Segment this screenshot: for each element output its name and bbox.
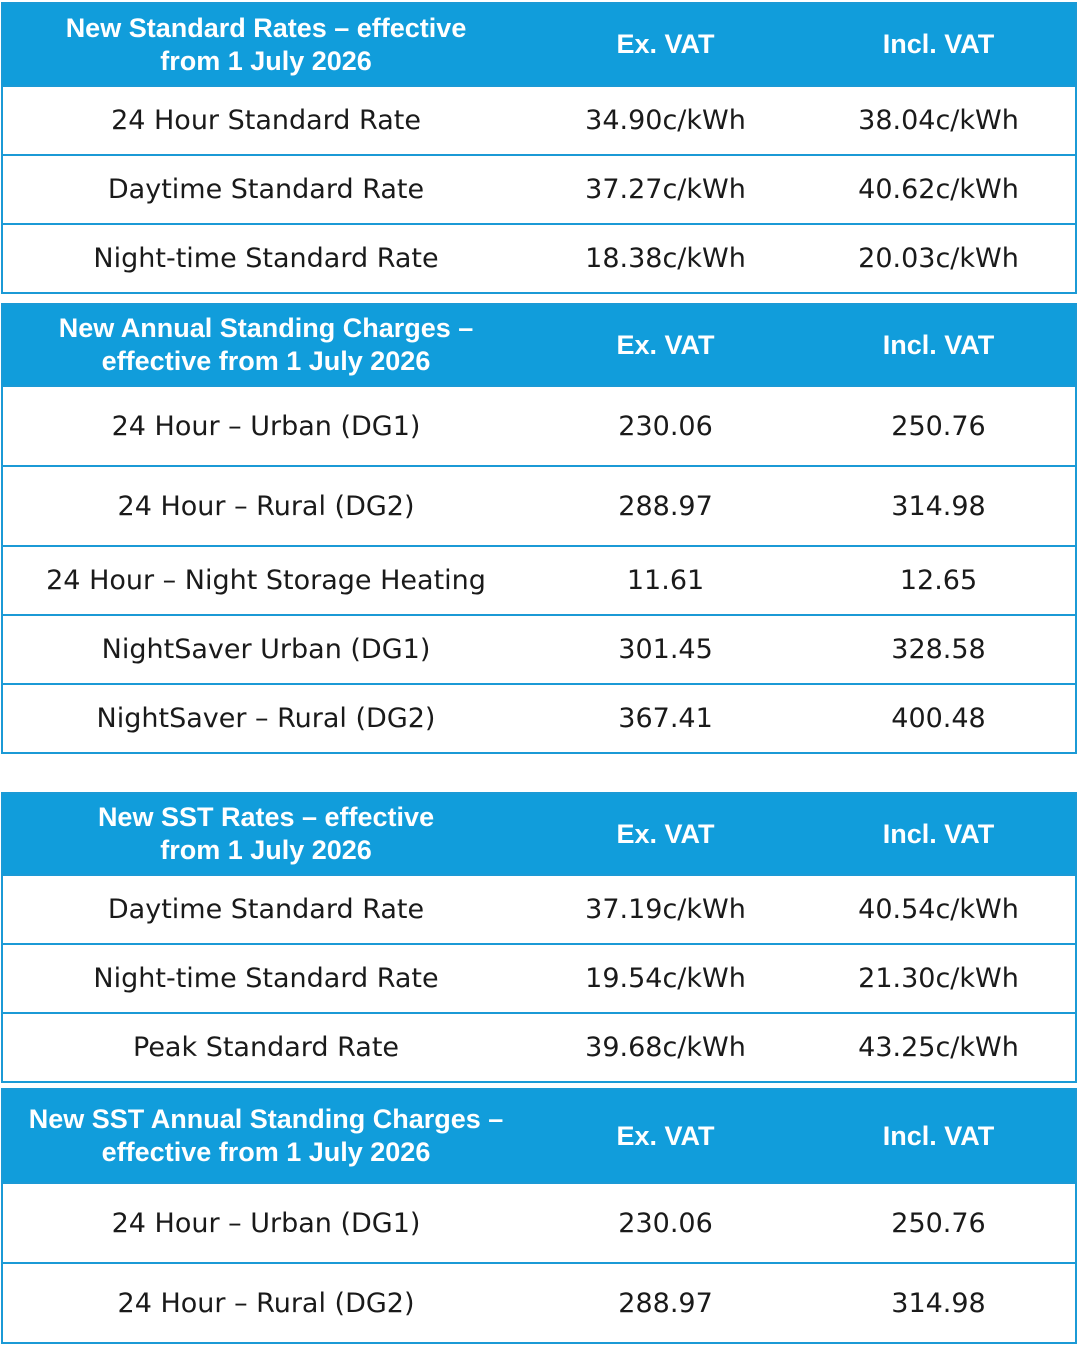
table-row	[3, 465, 1075, 545]
charge-label: 24 Hour – Rural (DG2)	[117, 490, 415, 522]
table-header	[3, 4, 1075, 85]
charge-label: 24 Hour – Rural (DG2)	[117, 1287, 415, 1319]
incl-vat-value: 400.48	[891, 703, 986, 734]
incl-vat-value: 250.76	[891, 410, 986, 442]
table-header	[3, 1090, 1075, 1182]
rate-label: Daytime Standard Rate	[107, 174, 425, 205]
rate-label: Peak Standard Rate	[133, 1032, 400, 1063]
incl-vat-value: 12.65	[899, 565, 978, 596]
incl-vat-value: 43.25c/kWh	[858, 1032, 1019, 1063]
rate-label: Night-time Standard Rate	[93, 963, 439, 994]
charge-label: 24 Hour – Urban (DG1)	[111, 410, 421, 442]
incl-vat-value: 314.98	[891, 1287, 986, 1319]
table-row	[3, 545, 1075, 614]
ex-vat-value: 288.97	[618, 1287, 713, 1319]
ex-vat-value: 39.68c/kWh	[585, 1032, 746, 1063]
incl-vat-value: 40.62c/kWh	[858, 174, 1019, 205]
incl-vat-value: 250.76	[891, 1207, 986, 1239]
charge-label: NightSaver Urban (DG1)	[101, 634, 431, 665]
table-title: New Annual Standing Charges – effective from 1 July 2026	[58, 313, 474, 376]
table-row	[3, 874, 1075, 943]
ex-vat-value: 230.06	[618, 1207, 713, 1239]
incl-vat-header: Incl. VAT	[882, 1120, 995, 1151]
table-header	[3, 794, 1075, 874]
incl-vat-header: Incl. VAT	[882, 29, 995, 59]
sst-annual-standing-charges-table	[1, 1088, 1077, 1344]
incl-vat-value: 328.58	[891, 634, 986, 665]
rate-label: Night-time Standard Rate	[93, 243, 439, 274]
incl-vat-value: 40.54c/kWh	[858, 894, 1019, 925]
table-header	[3, 305, 1075, 385]
charge-label: NightSaver – Rural (DG2)	[96, 703, 436, 734]
ex-vat-value: 18.38c/kWh	[585, 243, 746, 274]
ex-vat-header: Ex. VAT	[616, 818, 715, 849]
table-row	[3, 223, 1075, 292]
ex-vat-value: 19.54c/kWh	[585, 963, 746, 994]
incl-vat-value: 20.03c/kWh	[858, 243, 1019, 274]
standard-rates-table	[1, 2, 1077, 294]
table-row	[3, 385, 1075, 465]
incl-vat-value: 38.04c/kWh	[858, 105, 1019, 136]
ex-vat-value: 367.41	[618, 703, 713, 734]
ex-vat-value: 11.61	[626, 565, 705, 596]
incl-vat-value: 21.30c/kWh	[858, 963, 1019, 994]
table-title: New SST Rates – effective from 1 July 2026	[97, 802, 435, 865]
table-title: New SST Annual Standing Charges – effective from 1 July 2026	[28, 1104, 504, 1167]
ex-vat-value: 37.19c/kWh	[585, 894, 746, 925]
ex-vat-header: Ex. VAT	[616, 29, 715, 59]
ex-vat-value: 34.90c/kWh	[585, 105, 746, 136]
ex-vat-value: 288.97	[618, 490, 713, 522]
ex-vat-value: 37.27c/kWh	[585, 174, 746, 205]
table-row	[3, 1012, 1075, 1081]
table-row	[3, 1262, 1075, 1342]
incl-vat-value: 314.98	[891, 490, 986, 522]
charge-label: 24 Hour – Urban (DG1)	[111, 1207, 421, 1239]
table-row	[3, 154, 1075, 223]
rate-label: Daytime Standard Rate	[107, 894, 425, 925]
table-row	[3, 683, 1075, 752]
ex-vat-value: 301.45	[618, 634, 713, 665]
table-row	[3, 85, 1075, 154]
annual-standing-charges-table	[1, 303, 1077, 754]
table-row	[3, 1182, 1075, 1262]
incl-vat-header: Incl. VAT	[882, 818, 995, 849]
sst-rates-table	[1, 792, 1077, 1083]
ex-vat-header: Ex. VAT	[616, 1120, 715, 1151]
ex-vat-header: Ex. VAT	[616, 329, 715, 360]
table-row	[3, 943, 1075, 1012]
table-row	[3, 614, 1075, 683]
table-title: New Standard Rates – effective from 1 July 2026	[65, 12, 467, 76]
incl-vat-header: Incl. VAT	[882, 329, 995, 360]
rate-label: 24 Hour Standard Rate	[111, 105, 421, 136]
charge-label: 24 Hour – Night Storage Heating	[46, 565, 486, 596]
ex-vat-value: 230.06	[618, 410, 713, 442]
